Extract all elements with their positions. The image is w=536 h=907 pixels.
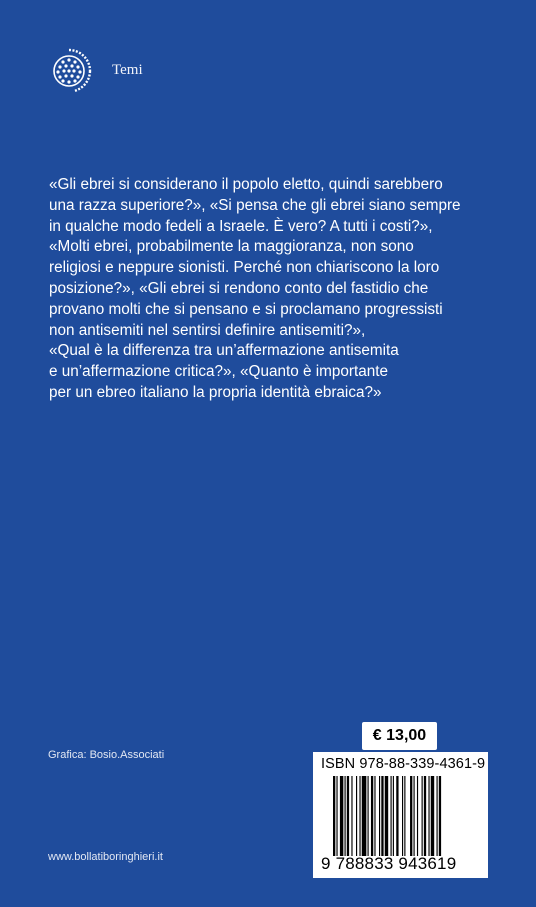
blurb-line: «Qual è la differenza tra un’affermazione antisemita — [49, 342, 399, 360]
blurb-line: religiosi e neppure sionisti. Perché non chiariscono la loro — [49, 259, 440, 277]
blurb-line: e un’affermazione critica?», «Quanto è importante — [49, 363, 388, 381]
blurb-line: una razza superiore?», «Si pensa che gli ebrei siano sempre — [49, 196, 461, 214]
blurb-line: «Molti ebrei, probabilmente la maggioranza, non sono — [49, 238, 414, 256]
back-cover-blurb — [49, 175, 489, 404]
series-label: Temi — [112, 62, 143, 78]
barcode-panel — [313, 752, 488, 878]
blurb-line: non antisemiti nel sentirsi definire antisemiti?», — [49, 321, 366, 339]
barcode-bars — [333, 776, 481, 856]
celestial-globe-logo-icon — [44, 46, 94, 96]
barcode-digits: 9 788833 943619 — [321, 854, 457, 873]
blurb-line: posizione?», «Gli ebrei si rendono conto del fastidio che — [49, 279, 429, 297]
design-credits: Grafica: Bosio.Associati — [48, 749, 165, 761]
isbn-label: ISBN 978-88-339-4361-9 — [321, 756, 486, 772]
blurb-line: per un ebreo italiano la propria identità ebraica?» — [49, 383, 382, 401]
price-tag: € 13,00 — [362, 722, 437, 750]
publisher-website: www.bollatiboringhieri.it — [48, 851, 163, 863]
blurb-line: in qualche modo fedeli a Israele. È vero? A tutti i costi?», — [49, 217, 433, 235]
blurb-line: «Gli ebrei si considerano il popolo eletto, quindi sarebbero — [49, 176, 443, 193]
blurb-line: provano molti che si pensano e si proclamano progressisti — [49, 300, 443, 318]
publisher-logo — [44, 46, 94, 96]
